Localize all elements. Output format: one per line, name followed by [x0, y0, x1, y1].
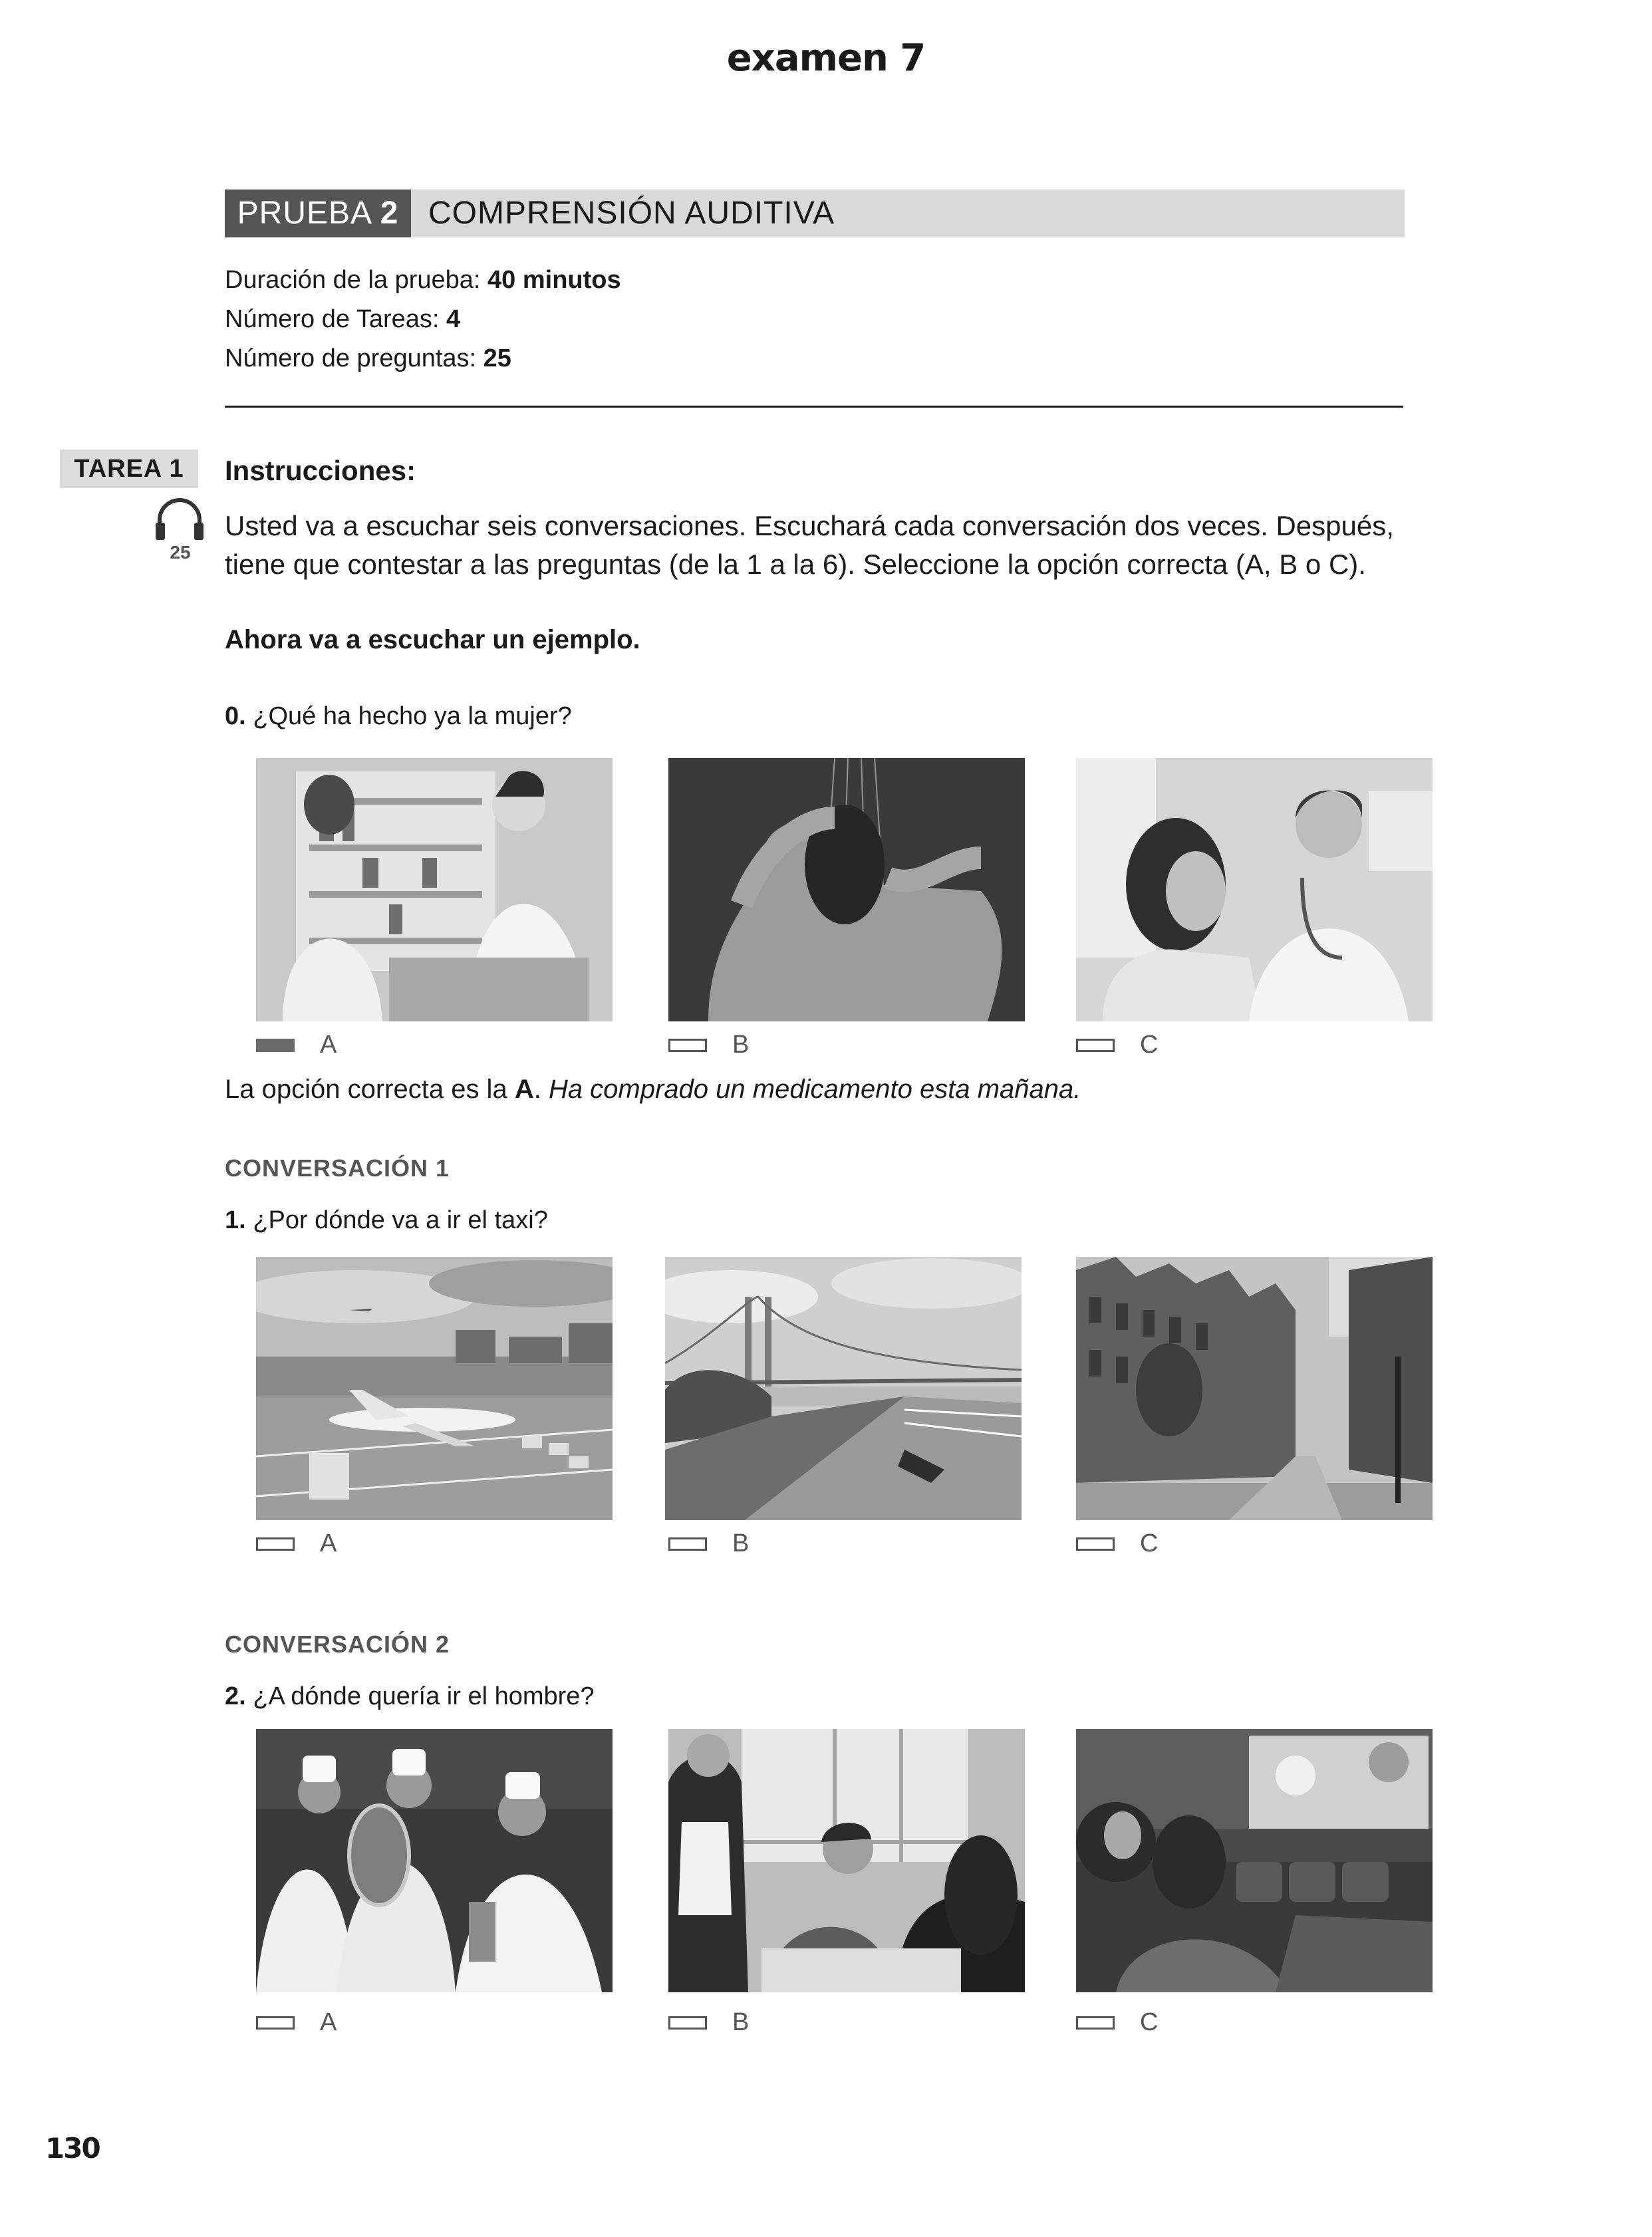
question-text: ¿Qué ha hecho ya la mujer? [245, 702, 572, 730]
photo-city-street [1076, 1257, 1433, 1520]
photo-musicians [256, 1729, 613, 1992]
question-text: ¿A dónde quería ir el hombre? [245, 1682, 595, 1710]
photo-pharmacy [256, 758, 613, 1021]
answer-prefix: La opción correcta es la [225, 1075, 515, 1104]
tarea-label: TAREA 1 [60, 450, 198, 488]
meta-questions [225, 344, 511, 373]
option-b-letter: B [732, 1031, 750, 1059]
meta-questions-label: Número de preguntas: [225, 344, 483, 372]
question-text: ¿Por dónde va a ir el taxi? [245, 1206, 548, 1234]
meta-duration-value: 40 minutos [487, 266, 621, 294]
question-number: 1. [225, 1206, 246, 1234]
meta-duration [225, 266, 621, 295]
question-number: 0. [225, 702, 246, 730]
photo-airport [256, 1257, 613, 1520]
instructions-text [225, 507, 1415, 584]
conversation-2-heading: CONVERSACIÓN 2 [225, 1631, 450, 1658]
photo-bridge [665, 1257, 1022, 1520]
option-c-checkbox[interactable] [1076, 1039, 1115, 1052]
section-divider [225, 406, 1403, 408]
option-a-checkbox[interactable] [256, 2016, 295, 2030]
answer-letter: A [514, 1075, 534, 1104]
photo-shower [668, 758, 1025, 1021]
question-1 [225, 1206, 548, 1235]
conversation-1-heading: CONVERSACIÓN 1 [225, 1154, 450, 1182]
option-c-checkbox[interactable] [1076, 1537, 1115, 1551]
option-b-letter: B [732, 1529, 750, 1557]
example-heading: Ahora va a escuchar un ejemplo. [225, 625, 640, 654]
question-2 [225, 1682, 595, 1711]
instructions-line-2: tiene que contestar a las preguntas (de la 1 a la 6). Seleccione la opción correcta (A, B o C). [225, 549, 1366, 580]
photo-restaurant [668, 1729, 1025, 1992]
photo-cinema [1076, 1729, 1433, 1992]
meta-tasks [225, 305, 460, 334]
option-b-checkbox[interactable] [668, 1537, 707, 1551]
option-c-letter: C [1140, 1031, 1159, 1059]
meta-questions-value: 25 [483, 344, 511, 372]
option-a-checkbox[interactable] [256, 1537, 295, 1551]
question-0 [225, 702, 572, 731]
answer-explanation: Ha comprado un medicamento esta mañana. [548, 1075, 1081, 1104]
question-number: 2. [225, 1682, 246, 1710]
prueba-title: COMPRENSIÓN AUDITIVA [428, 196, 835, 231]
audio-track-number: 25 [170, 542, 191, 563]
headphones-icon[interactable] [153, 497, 206, 541]
prueba-label-word: PRUEBA [237, 196, 371, 231]
instructions-title: Instrucciones: [225, 455, 416, 486]
option-c-letter: C [1140, 1529, 1159, 1557]
photo-doctor [1076, 758, 1433, 1021]
option-a-letter: A [320, 2008, 337, 2036]
answer-suffix: . [533, 1075, 549, 1104]
meta-tasks-label: Número de Tareas: [225, 305, 447, 333]
option-b-checkbox[interactable] [668, 1039, 707, 1052]
page-title: examen 7 [726, 37, 926, 80]
example-answer [225, 1075, 1081, 1105]
prueba-label [225, 190, 411, 237]
prueba-label-number: 2 [380, 196, 399, 231]
instructions-line-1: Usted va a escuchar seis conversaciones. Escuchará cada conversación dos veces. Después, [225, 510, 1394, 541]
meta-tasks-value: 4 [446, 305, 461, 333]
option-c-checkbox[interactable] [1076, 2016, 1115, 2030]
page-number: 130 [45, 2132, 100, 2165]
option-a-letter: A [320, 1529, 337, 1557]
meta-duration-label: Duración de la prueba: [225, 266, 488, 294]
option-a-checkbox[interactable] [256, 1039, 295, 1052]
option-b-letter: B [732, 2008, 750, 2036]
option-c-letter: C [1140, 2008, 1159, 2036]
option-b-checkbox[interactable] [668, 2016, 707, 2030]
option-a-letter: A [320, 1031, 337, 1059]
